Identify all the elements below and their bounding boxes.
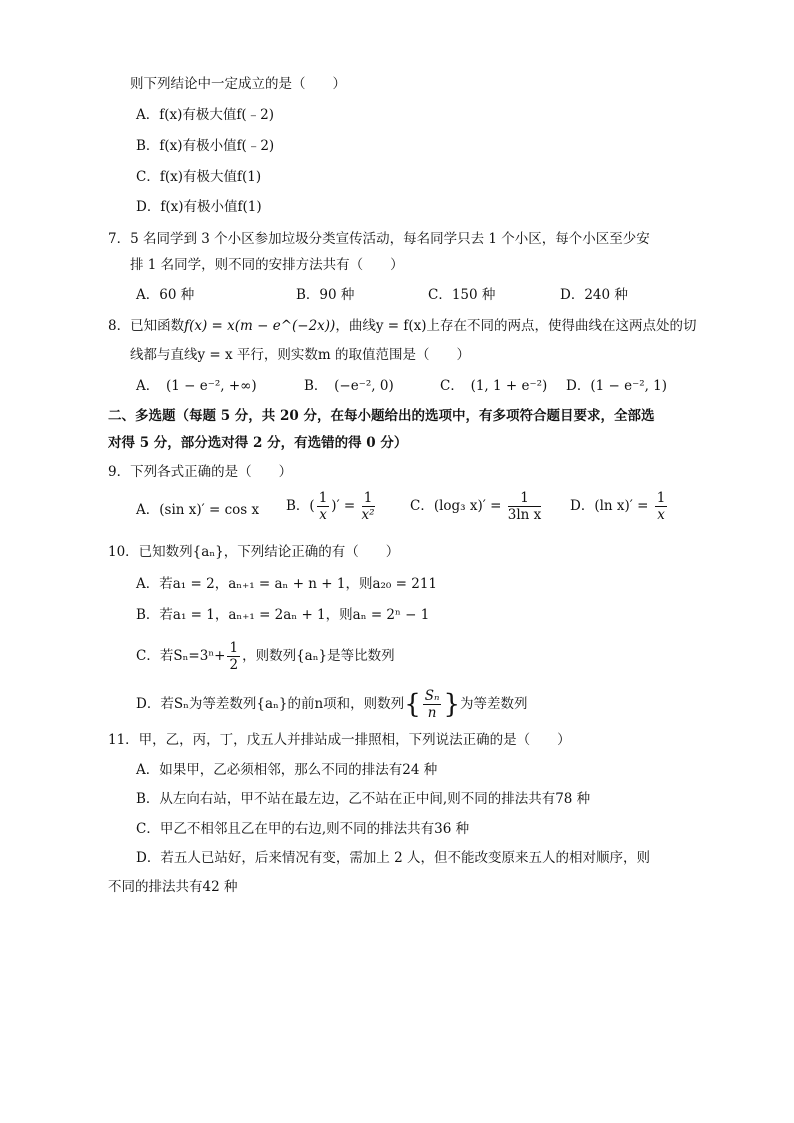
q9-option-d-fraction — [655, 490, 668, 523]
q11-option-a: A．如果甲，乙必须相邻，那么不同的排法有24 种 — [136, 762, 438, 778]
q8-option-c: C． (1, 1 + e⁻²) — [440, 378, 548, 394]
q10-option-d — [136, 688, 528, 721]
section2-heading-line2: 对得 5 分，部分选对得 2 分，有选错的得 0 分） — [108, 435, 408, 451]
q8-stem-line2: 线都与直线y = x 平行，则实数m 的取值范围是（ ） — [130, 347, 471, 363]
q8-option-a: A． (1 − e⁻², +∞) — [136, 378, 257, 394]
q9-option-b-fraction — [317, 490, 330, 523]
q10-option-c-denominator: 2 — [229, 657, 239, 673]
q8-stem-rest: ，曲线y = f(x)上存在不同的两点，使得曲线在这两点处的切 — [335, 318, 697, 334]
q9-option-d-denominator: x — [657, 507, 665, 523]
q10-stem: 10．已知数列{aₙ}，下列结论正确的有（ ） — [108, 544, 400, 560]
q6-option-d: D．f(x)有极小值f(1) — [136, 199, 262, 215]
q11-option-d-line1: D．若五人已站好，后来情况有变，需加上 2 人，但不能改变原来五人的相对顺序，则 — [136, 850, 650, 866]
q7-option-d: D．240 种 — [560, 287, 628, 303]
q8-stem-prefix: 8．已知函数 — [108, 318, 185, 334]
q9-option-b: B．( $\frac{1}{x}$ )′ = $\frac{1}{\text{x²}}$ — [286, 490, 375, 523]
q9-option-b-numerator: 1 — [318, 490, 328, 506]
q11-option-c: C．甲乙不相邻且乙在甲的右边,则不同的排法共有36 种 — [136, 821, 470, 837]
q11-option-d-line2: 不同的排法共有42 种 — [108, 879, 238, 895]
q10-option-c-numerator: 1 — [229, 640, 239, 656]
q6-option-b: B．f(x)有极小值f(﹣2) — [136, 138, 275, 154]
q8-stem-line1 — [108, 316, 697, 336]
q9-option-a: A．(sin x)′ = cos x — [136, 502, 260, 518]
q7-option-b: B．90 种 — [296, 287, 355, 303]
q7-stem-line1: 7．5 名同学到 3 个小区参加垃圾分类宣传活动，每名同学只去 1 个小区，每个小区至少安 — [108, 231, 650, 247]
q10-option-b: B．若a₁ = 1，aₙ₊₁ = 2aₙ + 1，则aₙ = 2ⁿ − 1 — [136, 607, 430, 623]
q8-function: f(x) = x(m − e^(−2x)) — [184, 318, 336, 334]
q9-option-b-denominator: x — [319, 507, 327, 523]
q10-option-d-fraction — [423, 688, 442, 721]
q6-option-a: A．f(x)有极大值f(﹣2) — [136, 107, 275, 123]
q9-option-c-label: C．(log₃ x)′ = — [410, 498, 502, 514]
q10-option-c-fraction — [227, 640, 240, 673]
left-brace-icon: { — [404, 689, 421, 720]
q8-option-d: D．(1 − e⁻², 1) — [566, 378, 668, 394]
q9-option-c-fraction — [508, 490, 542, 523]
q11-option-b: B．从左向右站，甲不站在最左边，乙不站在正中间,则不同的排法共有78 种 — [136, 791, 591, 807]
q9-option-d-numerator: 1 — [656, 490, 666, 506]
q6-option-c: C．f(x)有极大值f(1) — [136, 169, 262, 185]
q9-option-d — [570, 490, 669, 523]
q6-stem: 则下列结论中一定成立的是（ ） — [130, 76, 346, 92]
q9-option-c — [410, 490, 543, 523]
q11-stem: 11．甲，乙，丙，丁，戊五人并排站成一排照相，下列说法正确的是（ ） — [108, 732, 571, 748]
q10-option-d-prefix: D．若Sₙ为等差数列{aₙ}的前n项和，则数列 — [136, 696, 405, 712]
section2-heading-line1: 二、多选题（每题 5 分，共 20 分，在每小题给出的选项中，有多项符合题目要求，全部选 — [108, 408, 655, 424]
q10-option-d-numerator: Sₙ — [424, 688, 440, 704]
q10-option-c-prefix: C．若Sₙ=3ⁿ+ — [136, 648, 226, 664]
q9-stem: 9．下列各式正确的是（ ） — [108, 464, 293, 480]
right-brace-icon: } — [443, 689, 461, 720]
q10-option-d-suffix: 为等差数列 — [460, 696, 528, 712]
q9-option-c-numerator: 1 — [508, 490, 542, 507]
q7-stem-line2: 排 1 名同学，则不同的安排方法共有（ ） — [130, 257, 404, 273]
q9-option-b-label: B． — [286, 498, 310, 514]
q10-option-d-denominator: n — [427, 705, 437, 721]
q9-option-c-denominator: 3ln x — [507, 507, 542, 523]
q10-option-a: A．若a₁ = 2，aₙ₊₁ = aₙ + n + 1，则a₂₀ = 211 — [136, 576, 438, 592]
q10-option-c — [136, 640, 395, 673]
q9-option-b-rhs-denominator: x² — [361, 507, 375, 523]
q9-option-b-rhs — [362, 490, 375, 523]
q7-option-c: C．150 种 — [428, 287, 496, 303]
q7-option-a: A．60 种 — [136, 287, 195, 303]
q10-option-c-suffix: ，则数列{aₙ}是等比数列 — [242, 648, 395, 664]
q9-option-d-label: D．(ln x)′ = — [570, 498, 649, 514]
q9-option-b-rhs-numerator: 1 — [362, 490, 375, 507]
q8-option-b: B． (−e⁻², 0) — [304, 378, 394, 394]
